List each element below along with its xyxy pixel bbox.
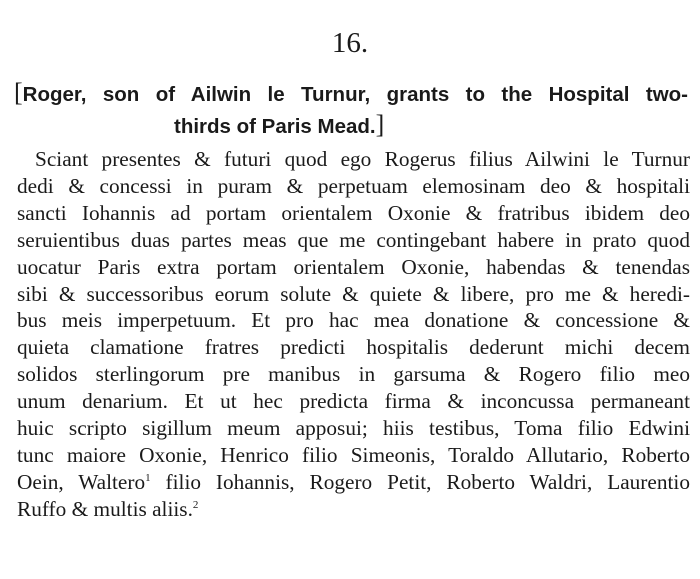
text-line: Sciant presentes & futuri quod ego Rogerus filius Ailwini le Turnur <box>35 147 690 171</box>
text-line: sancti Iohannis ad portam orientalem Oxonie & fratribus ibidem deo <box>17 200 690 225</box>
heading-bracket-close: ] <box>375 110 385 139</box>
heading-text-1: Roger, son of Ailwin le Turnur, grants to the Hospital two- <box>22 83 688 106</box>
text-line: huic scripto sigillum meum apposui; hiis testibus, Toma filio Edwini <box>17 416 690 441</box>
charter-text <box>17 146 690 523</box>
text-line: dedi & concessi in puram & perpetuam elemosinam deo & hospitali <box>17 173 690 198</box>
text-line: solidos sterlingorum pre manibus in garsuma & Rogero filio meo <box>17 362 690 387</box>
heading-line-2 <box>14 110 688 142</box>
heading-bracket-open: [ <box>14 78 23 107</box>
heading-line-1 <box>14 78 688 110</box>
text-line: bus meis imperpetuum. Et pro hac mea donatione & concessione & <box>17 308 690 333</box>
footnote-marker-1: 1 <box>145 471 151 484</box>
text-line: tunc maiore Oxonie, Henrico filio Simeonis, Toraldo Allutario, Roberto <box>17 442 690 467</box>
text-fragment: Oein, Waltero <box>17 469 146 494</box>
text-line: unum denarium. Et ut hec predicta firma & inconcussa permaneant <box>17 389 690 414</box>
text-line: quieta clamatione fratres predicti hospitalis dederunt michi decem <box>17 335 690 360</box>
text-line <box>17 496 690 523</box>
text-line: seruientibus duas partes meas que me contingebant habere in prato quod <box>17 227 690 252</box>
text-line: uocatur Paris extra portam orientalem Oxonie, habendas & tenendas <box>17 254 690 279</box>
text-line <box>17 469 690 496</box>
text-fragment: filio Iohannis, Rogero Petit, Roberto Waldri, Laurentio <box>150 469 690 494</box>
heading-text-2: thirds of Paris Mead. <box>174 115 376 138</box>
text-line: sibi & successoribus eorum solute & quiete & libere, pro me & heredi- <box>17 281 690 306</box>
charter-heading <box>14 78 688 142</box>
text-fragment: Ruffo & multis aliis. <box>17 496 193 521</box>
charter-number: 16. <box>331 27 369 59</box>
footnote-marker-2: 2 <box>192 498 199 511</box>
